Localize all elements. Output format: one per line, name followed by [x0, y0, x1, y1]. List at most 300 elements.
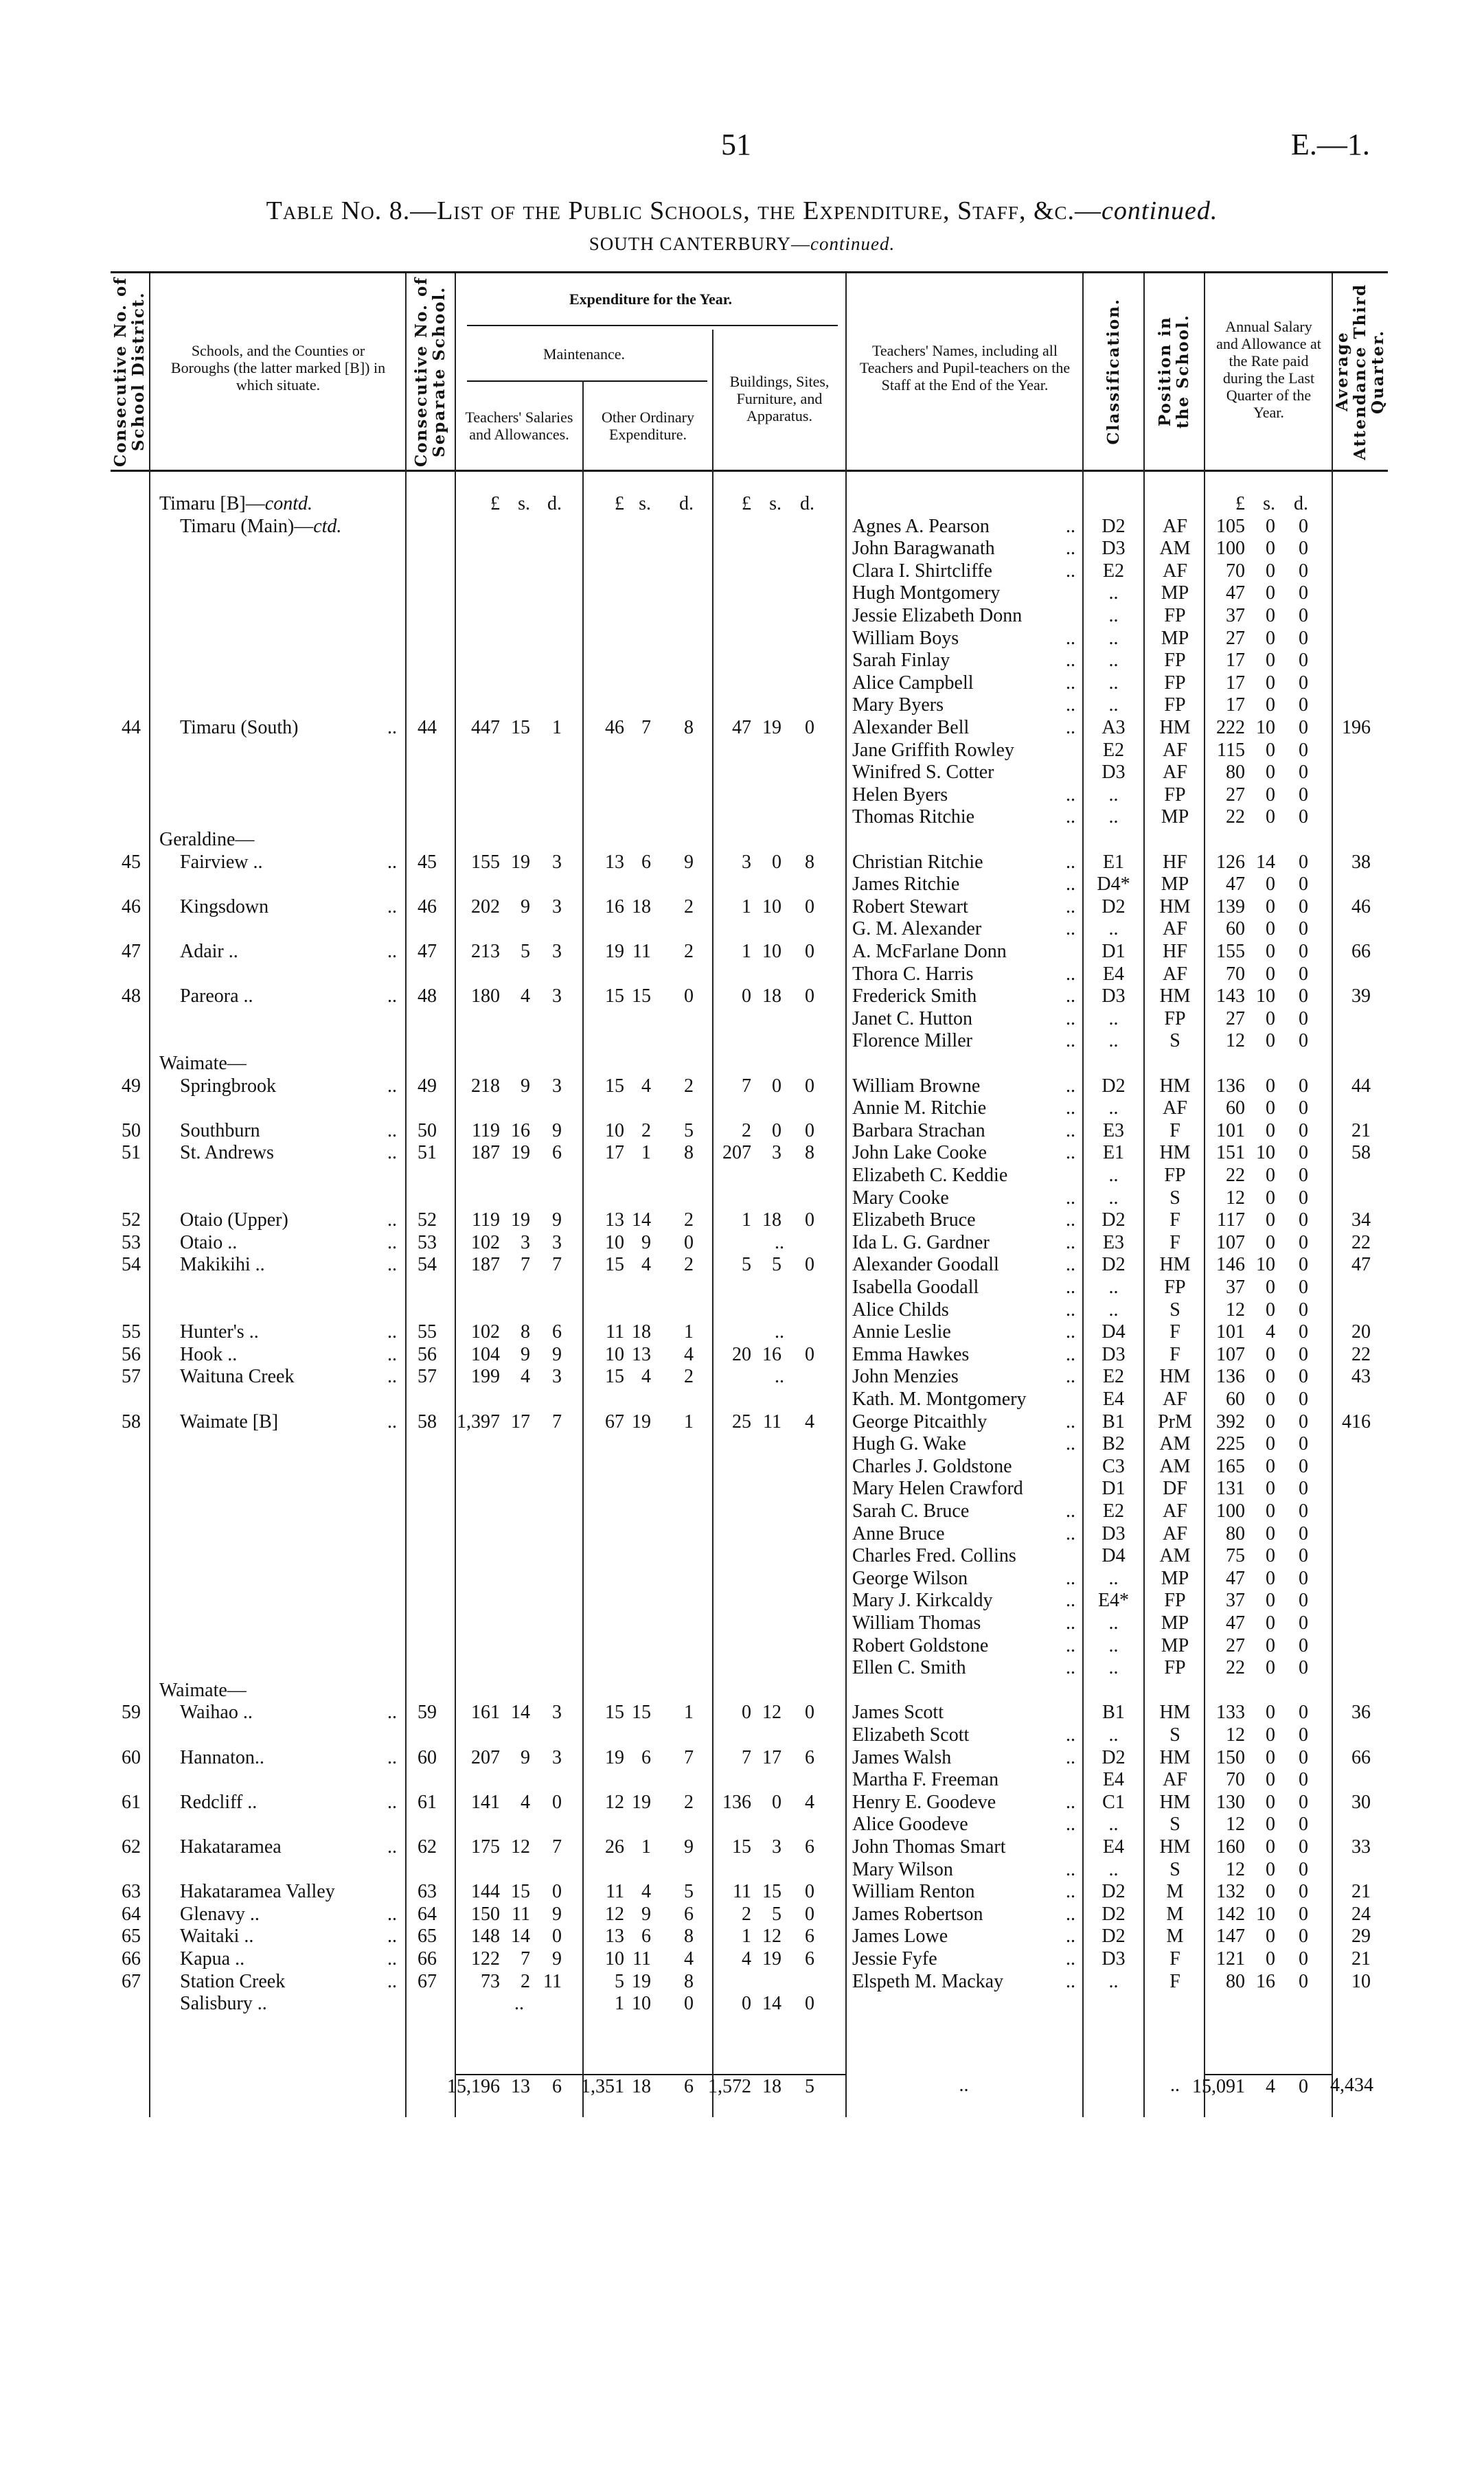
- pounds: 0: [742, 1702, 751, 1724]
- pence: 0: [1299, 851, 1308, 873]
- pounds: 148: [471, 1926, 500, 1948]
- shillings: 0: [1266, 1926, 1275, 1948]
- pounds: 142: [1216, 1903, 1245, 1925]
- table-row: [0, 1836, 1484, 1858]
- other-expenditure-cell: [584, 1209, 712, 1231]
- pence: 0: [1299, 1836, 1308, 1858]
- shillings: 0: [1266, 1187, 1275, 1209]
- teachers-salaries-cell: [456, 1836, 582, 1858]
- pence: 0: [1299, 694, 1308, 716]
- separate-school-number: 59: [418, 1702, 437, 1724]
- table-row: [0, 1365, 1484, 1388]
- annual-salary-cell: [1205, 1880, 1332, 1903]
- pounds: 1: [742, 895, 751, 917]
- pounds: 105: [1216, 515, 1245, 537]
- pence: 1: [684, 1411, 694, 1432]
- pence: 0: [1299, 1433, 1308, 1455]
- classification: D3: [1101, 1343, 1126, 1365]
- teacher-name: Alexander Bell: [852, 717, 970, 738]
- dot-leader: ..: [1066, 1277, 1075, 1298]
- shillings: 4: [521, 1366, 530, 1388]
- document-reference: E.—1.: [1291, 128, 1370, 161]
- school-name: Kapua ..: [180, 1948, 245, 1970]
- school-name: Station Creek: [180, 1970, 286, 1992]
- separate-school-number: 44: [418, 717, 437, 738]
- header-position: [1145, 275, 1204, 468]
- table-row: [0, 694, 1484, 716]
- other-expenditure-cell: [584, 1119, 712, 1142]
- pence: 0: [1299, 1254, 1308, 1276]
- dot-leader: ..: [1066, 963, 1075, 985]
- average-attendance: 22: [1351, 1231, 1371, 1253]
- pence: 8: [684, 1926, 694, 1948]
- teacher-name: Jessie Fyfe: [852, 1948, 937, 1970]
- classification: ..: [1108, 1970, 1119, 1992]
- annual-salary-cell: [1205, 1813, 1332, 1836]
- shillings: 0: [1266, 918, 1275, 940]
- shillings: s.: [639, 493, 651, 514]
- annual-salary-cell: [1205, 1321, 1332, 1343]
- table-row: [0, 1253, 1484, 1276]
- other-expenditure-cell: [584, 1411, 712, 1433]
- school-name: Otaio (Upper): [180, 1209, 288, 1231]
- buildings-cell: [714, 1321, 845, 1343]
- table-row: [0, 1455, 1484, 1478]
- shillings: 14: [1256, 851, 1275, 873]
- shillings: 4: [641, 1254, 651, 1276]
- teacher-name: G. M. Alexander: [852, 918, 982, 940]
- annual-salary-cell: [1205, 537, 1332, 560]
- pence: 0: [1299, 963, 1308, 985]
- dot-leader: ..: [387, 851, 397, 873]
- classification: ..: [1108, 1007, 1119, 1029]
- school-name: Waihao ..: [180, 1702, 253, 1724]
- table-row: [0, 1388, 1484, 1411]
- teacher-name: Emma Hawkes: [852, 1343, 970, 1365]
- pounds: 175: [471, 1836, 500, 1858]
- district-number: 50: [122, 1119, 141, 1141]
- teachers-salaries-cell: [456, 716, 582, 739]
- dot-leader: ..: [1066, 1814, 1075, 1836]
- other-expenditure-cell: [581, 2074, 712, 2098]
- pounds: 146: [1216, 1254, 1245, 1276]
- pounds: 107: [1216, 1231, 1245, 1253]
- classification: ..: [1108, 1030, 1119, 1052]
- classification: E2: [1102, 739, 1125, 761]
- pounds: 225: [1216, 1433, 1245, 1455]
- position: AF: [1163, 1769, 1187, 1791]
- header-salary: [1215, 295, 1322, 443]
- shillings: 17: [511, 1411, 530, 1432]
- teacher-name: Annie Leslie: [852, 1321, 951, 1343]
- shillings: 0: [1266, 1277, 1275, 1298]
- shillings: 3: [772, 1836, 781, 1858]
- pence: 0: [684, 1993, 694, 2015]
- pence: d.: [547, 493, 562, 514]
- district-number: 59: [122, 1702, 141, 1724]
- header-bottom-rule: [111, 470, 1388, 472]
- pence: 9: [552, 1343, 562, 1365]
- annual-salary-cell: [1205, 1075, 1332, 1097]
- shillings: 11: [632, 941, 651, 962]
- shillings: 13: [632, 1343, 651, 1365]
- other-expenditure-cell: [584, 1880, 712, 1903]
- annual-salary-cell: [1205, 1701, 1332, 1724]
- position: S: [1169, 1814, 1180, 1836]
- pence: 0: [1299, 1231, 1308, 1253]
- classification: ..: [1108, 1277, 1119, 1298]
- position: AF: [1163, 1522, 1187, 1544]
- pounds: 60: [1226, 918, 1245, 940]
- annual-salary-cell: [1205, 1209, 1332, 1231]
- classification: ..: [1108, 1858, 1119, 1880]
- pounds: 1: [742, 1209, 751, 1231]
- header-teachers-salaries-label: Teachers' Salaries and Allowances.: [465, 409, 573, 443]
- other-expenditure-cell: [584, 1791, 712, 1814]
- annual-salary-cell: [1205, 1007, 1332, 1030]
- pounds: 60: [1226, 1097, 1245, 1119]
- separate-school-number: 51: [418, 1142, 437, 1164]
- other-expenditure-cell: [584, 1903, 712, 1926]
- average-attendance: 4,434: [1330, 2075, 1373, 2096]
- pounds: 17: [1226, 672, 1245, 694]
- header-teachers-names: [855, 323, 1075, 412]
- county-heading: Waimate—: [159, 1679, 247, 1701]
- teacher-name: Mary Byers: [852, 694, 944, 716]
- position: AF: [1163, 1389, 1187, 1410]
- pounds: 150: [1216, 1746, 1245, 1768]
- teacher-name: James Lowe: [852, 1926, 948, 1948]
- pence: 0: [1299, 650, 1308, 672]
- pounds: 17: [1226, 650, 1245, 672]
- pounds: 15: [605, 1254, 624, 1276]
- pence: d.: [679, 493, 694, 514]
- pounds: 15: [605, 1075, 624, 1097]
- annual-salary-cell: [1205, 672, 1332, 694]
- pence: 1: [684, 1702, 694, 1724]
- shillings: 19: [632, 1791, 651, 1813]
- shillings: 15: [511, 1881, 530, 1903]
- classification: ..: [1108, 1165, 1119, 1186]
- pounds: 143: [1216, 985, 1245, 1007]
- pounds: 27: [1226, 1634, 1245, 1656]
- annual-salary-cell: [1205, 1119, 1332, 1142]
- pence: 0: [1299, 1366, 1308, 1388]
- shillings: 4: [641, 1881, 651, 1903]
- position: S: [1169, 1030, 1180, 1052]
- pence: 0: [1299, 1209, 1308, 1231]
- pounds: 107: [1216, 1343, 1245, 1365]
- classification: ..: [1108, 784, 1119, 806]
- separate-school-number: 49: [418, 1075, 437, 1097]
- pounds: 119: [472, 1209, 500, 1231]
- dot-leader: ..: [387, 1836, 397, 1858]
- pounds: 26: [605, 1836, 624, 1858]
- table-row: [0, 1187, 1484, 1209]
- shillings: 0: [1266, 1433, 1275, 1455]
- position: HM: [1159, 1836, 1191, 1858]
- shillings: 0: [1266, 1299, 1275, 1321]
- position: F: [1169, 1970, 1180, 1992]
- table-row: [0, 1948, 1484, 1970]
- pounds: 3: [742, 851, 751, 873]
- shillings: 14: [632, 1209, 651, 1231]
- teacher-name: Kath. M. Montgomery: [852, 1389, 1027, 1410]
- pounds: 47: [1226, 582, 1245, 604]
- school-name: Fairview ..: [180, 851, 263, 873]
- dot-leader: ..: [1066, 985, 1075, 1007]
- school-name: [180, 515, 420, 538]
- district-number: 45: [122, 851, 141, 873]
- pence: 9: [552, 1948, 562, 1970]
- continued-note: contd.: [264, 493, 312, 514]
- teacher-name: Helen Byers: [852, 784, 948, 806]
- pounds: 392: [1216, 1411, 1245, 1432]
- pence: 0: [1299, 605, 1308, 626]
- pence: 0: [1299, 895, 1308, 917]
- shillings: 0: [1266, 560, 1275, 582]
- teachers-salaries-cell: [456, 1075, 582, 1097]
- buildings-cell: [714, 1701, 845, 1724]
- pounds: 155: [1216, 941, 1245, 962]
- pounds: 199: [471, 1366, 500, 1388]
- table-row: [0, 1746, 1484, 1769]
- annual-salary-cell: [1205, 716, 1332, 739]
- pence: 0: [1299, 1142, 1308, 1164]
- pence: 0: [1299, 1343, 1308, 1365]
- pounds: 5: [742, 1254, 751, 1276]
- dot-leader: ..: [1066, 650, 1075, 672]
- table-row: [0, 1321, 1484, 1343]
- district-number: 61: [122, 1791, 141, 1813]
- position: F: [1169, 1119, 1180, 1141]
- dot-leader: ..: [387, 1343, 397, 1365]
- pounds: 151: [1216, 1142, 1245, 1164]
- pence: 0: [1299, 627, 1308, 649]
- shillings: 14: [762, 1993, 781, 2015]
- school-name: Springbrook: [180, 1075, 276, 1097]
- classification: ..: [1108, 1299, 1119, 1321]
- separate-school-number: 56: [418, 1343, 437, 1365]
- header-district: [111, 275, 149, 468]
- separate-school-number: 62: [418, 1836, 437, 1858]
- position: F: [1169, 1343, 1180, 1365]
- pence: 3: [552, 851, 562, 873]
- pence: 0: [1299, 1791, 1308, 1813]
- pence: d.: [800, 493, 814, 514]
- shillings: 0: [1266, 1231, 1275, 1253]
- shillings: 0: [1266, 739, 1275, 761]
- pounds: 47: [1226, 1567, 1245, 1589]
- table-row: [0, 963, 1484, 985]
- annual-salary-cell: [1205, 806, 1332, 828]
- shillings: 0: [1266, 784, 1275, 806]
- shillings: 0: [1266, 1209, 1275, 1231]
- pence: 4: [805, 1411, 814, 1432]
- shillings: 0: [1266, 538, 1275, 560]
- teacher-name: Frederick Smith: [852, 985, 977, 1007]
- pence: d.: [1294, 493, 1308, 514]
- classification: E4: [1102, 1836, 1125, 1858]
- header-buildings-label: Buildings, Sites, Furniture, and Apparatus.: [729, 372, 830, 424]
- shillings: 0: [1266, 806, 1275, 828]
- table-row: [0, 1119, 1484, 1142]
- average-attendance: 21: [1351, 1119, 1371, 1141]
- shillings: 16: [762, 1343, 781, 1365]
- teacher-name: John Menzies: [852, 1366, 959, 1388]
- pounds: 131: [1216, 1478, 1245, 1500]
- position: F: [1169, 1948, 1180, 1970]
- dot-leader: ..: [387, 1119, 397, 1141]
- shillings: 9: [521, 895, 530, 917]
- table-row: [0, 1299, 1484, 1321]
- buildings-cell: [714, 1253, 845, 1276]
- pence: 0: [1299, 941, 1308, 962]
- pence: 8: [684, 1970, 694, 1992]
- district-number: 62: [122, 1836, 141, 1858]
- table-row: [0, 1880, 1484, 1903]
- district-number: 64: [122, 1903, 141, 1925]
- shillings: 10: [1256, 985, 1275, 1007]
- shillings: 0: [1266, 1455, 1275, 1477]
- shillings: 16: [1256, 1970, 1275, 1992]
- school-name: Redcliff ..: [180, 1791, 258, 1813]
- pence: 0: [1299, 1612, 1308, 1634]
- teacher-name: Robert Goldstone: [852, 1634, 989, 1656]
- header-other-expenditure: [584, 391, 712, 460]
- annual-salary-cell: [1205, 1925, 1332, 1948]
- shillings: 5: [772, 1254, 781, 1276]
- table-row: [0, 1858, 1484, 1881]
- shillings: 0: [1266, 627, 1275, 649]
- pence: 0: [805, 1254, 814, 1276]
- shillings: s.: [518, 493, 530, 514]
- table-row: [0, 1768, 1484, 1791]
- shillings: 10: [762, 941, 781, 962]
- classification: D2: [1101, 1881, 1126, 1903]
- shillings: 11: [512, 1903, 530, 1925]
- classification: D4*: [1097, 874, 1130, 895]
- district-number: 66: [122, 1948, 141, 1970]
- other-expenditure-cell: [584, 1343, 712, 1366]
- header-salary-label: Annual Salary and Allowance at the Rate paid during the Last Quarter of the Year.: [1216, 317, 1321, 421]
- pounds: 11: [606, 1321, 624, 1343]
- header-attendance: [1333, 275, 1388, 468]
- buildings-cell: [714, 1791, 845, 1814]
- teacher-name: James Robertson: [852, 1903, 983, 1925]
- pounds: 1,572: [708, 2076, 751, 2097]
- school-name-text: Timaru [B]—: [159, 493, 265, 514]
- empty-marker: ..: [775, 1366, 784, 1388]
- other-expenditure-cell: [584, 940, 712, 963]
- teachers-salaries-cell: [456, 1321, 582, 1343]
- pence: 2: [684, 1791, 694, 1813]
- pence: 0: [1299, 560, 1308, 582]
- position: M: [1166, 1881, 1184, 1903]
- pounds: 27: [1226, 784, 1245, 806]
- annual-salary-cell: [1205, 1477, 1332, 1500]
- table-row: [0, 1432, 1484, 1455]
- teacher-name: Winifred S. Cotter: [852, 762, 994, 784]
- classification: D3: [1101, 762, 1126, 784]
- annual-salary-cell: [1205, 1634, 1332, 1657]
- dot-leader: ..: [1066, 1119, 1075, 1141]
- average-attendance: 44: [1351, 1075, 1371, 1097]
- position: FP: [1164, 1277, 1186, 1298]
- shillings: 15: [632, 1702, 651, 1724]
- table-row: [0, 1612, 1484, 1634]
- school-name: Otaio ..: [180, 1231, 238, 1253]
- pounds: 160: [1216, 1836, 1245, 1858]
- annual-salary-cell: [1205, 1544, 1332, 1567]
- shillings: 0: [1266, 1343, 1275, 1365]
- pounds: 213: [471, 941, 500, 962]
- pence: 0: [1299, 1814, 1308, 1836]
- teacher-name: Annie M. Ritchie: [852, 1097, 987, 1119]
- pounds: 180: [471, 985, 500, 1007]
- average-attendance: 21: [1351, 1948, 1371, 1970]
- position: FP: [1164, 605, 1186, 626]
- pounds: 15: [605, 1366, 624, 1388]
- dot-leader: ..: [1066, 874, 1075, 895]
- header-schools-label: Schools, and the Counties or Boroughs (the latter marked [B]) in which situate.: [170, 341, 386, 393]
- school-name: Makikihi ..: [180, 1254, 265, 1276]
- shillings: 9: [641, 1903, 651, 1925]
- teacher-name: ..: [959, 2075, 969, 2096]
- school-name: Waituna Creek: [180, 1366, 295, 1388]
- teacher-name: Clara I. Shirtcliffe: [852, 560, 992, 582]
- teacher-name: Elspeth M. Mackay: [852, 1970, 1004, 1992]
- shillings: 0: [1266, 874, 1275, 895]
- pence: 0: [1299, 1097, 1308, 1119]
- dot-leader: ..: [1066, 717, 1075, 738]
- pence: 0: [1299, 1858, 1308, 1880]
- other-expenditure-cell: [584, 1948, 712, 1970]
- pounds: 13: [605, 1926, 624, 1948]
- annual-salary-cell: [1205, 492, 1332, 515]
- pounds: 1,351: [581, 2076, 624, 2097]
- page-number: 51: [721, 128, 751, 161]
- classification: ..: [1108, 1634, 1119, 1656]
- pence: 0: [1299, 1075, 1308, 1097]
- pence: 6: [552, 1142, 562, 1164]
- table-row: [0, 1656, 1484, 1679]
- pounds: 202: [471, 895, 500, 917]
- classification: D2: [1101, 1075, 1126, 1097]
- position: FP: [1164, 694, 1186, 716]
- buildings-cell: [714, 1880, 845, 1903]
- table-row: [0, 1209, 1484, 1231]
- shillings: 0: [1266, 1366, 1275, 1388]
- teachers-salaries-cell: [456, 1925, 582, 1948]
- other-expenditure-cell: [584, 1253, 712, 1276]
- pounds: 80: [1226, 1970, 1245, 1992]
- table-row: [0, 1522, 1484, 1545]
- dot-leader: ..: [1066, 1433, 1075, 1455]
- pence: 7: [552, 1254, 562, 1276]
- district-number: 56: [122, 1343, 141, 1365]
- pounds: 12: [1226, 1858, 1245, 1880]
- position: S: [1169, 1858, 1180, 1880]
- average-attendance: 33: [1351, 1836, 1371, 1858]
- pounds: 218: [471, 1075, 500, 1097]
- pence: 6: [805, 1948, 814, 1970]
- shillings: 0: [1266, 605, 1275, 626]
- dot-leader: ..: [1066, 1791, 1075, 1813]
- annual-salary-cell: [1205, 1365, 1332, 1388]
- other-expenditure-cell: [584, 1231, 712, 1254]
- region-name: SOUTH CANTERBURY—: [589, 233, 811, 254]
